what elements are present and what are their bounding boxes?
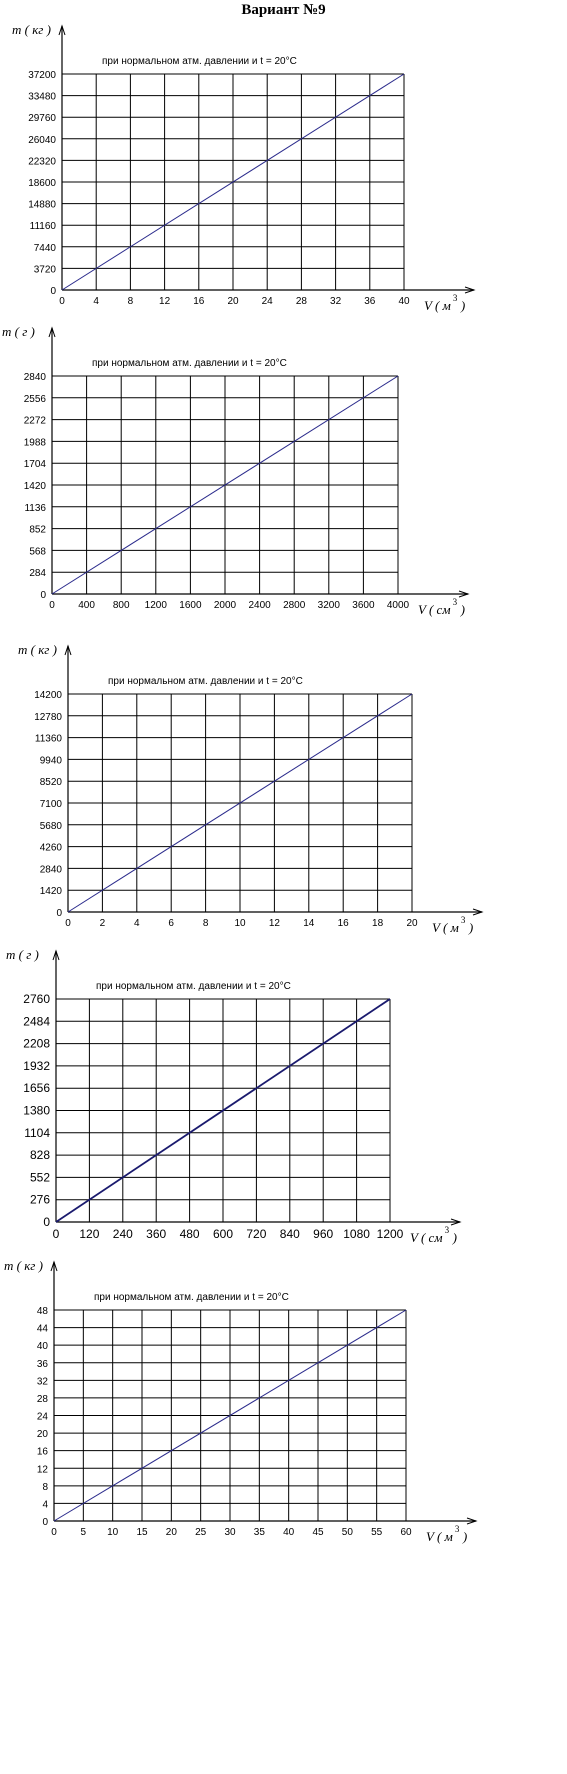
y-tick-label: 24 [36,1411,48,1423]
y-tick-label: 3720 [33,264,56,276]
y-tick-label: 18600 [28,178,56,189]
x-tick-label: 10 [107,1527,119,1538]
chart-3 [18,642,482,935]
y-tick-label: 1988 [23,437,46,449]
y-axis-label: m ( г ) [6,947,39,962]
x-tick-label: 240 [112,1227,133,1241]
x-tick-label: 20 [165,1527,177,1538]
y-tick-label: 37200 [28,70,56,81]
y-tick-label: 5680 [39,820,62,832]
x-tick-label: 5 [80,1527,87,1538]
y-tick-label: 568 [29,546,46,558]
x-tick-label: 25 [195,1527,207,1538]
y-tick-label: 1136 [24,502,46,514]
x-tick-label: 16 [337,918,349,929]
x-axis-unit-superscript: 3 [454,1524,460,1534]
x-axis-label: V ( м [424,298,451,313]
chart-annotation: при нормальном атм. давлении и t = 20°C [108,676,303,687]
chart-1 [12,22,474,313]
y-tick-label: 22320 [28,156,56,168]
x-tick-label: 0 [51,1527,57,1538]
x-tick-label: 4 [134,918,140,929]
y-tick-label: 1380 [23,1103,50,1118]
y-tick-label: 12 [36,1464,48,1476]
x-tick-label: 2000 [213,600,237,611]
x-tick-label: 20 [227,296,239,307]
page-title: Вариант №9 [241,2,326,18]
x-tick-label: 6 [168,918,174,929]
x-tick-label: 480 [179,1227,200,1241]
y-tick-label: 0 [50,286,56,297]
x-axis-label-close: ) [452,1230,457,1245]
x-tick-label: 24 [261,296,273,307]
x-tick-label: 8 [127,296,134,307]
y-tick-label: 11360 [34,733,62,745]
x-tick-label: 28 [295,296,307,307]
y-tick-label: 2484 [23,1014,50,1029]
y-tick-label: 1656 [23,1081,50,1096]
chart-4 [6,947,460,1245]
x-tick-label: 40 [283,1527,295,1538]
x-tick-label: 1600 [179,600,202,611]
x-axis-label-close: ) [460,298,466,313]
x-tick-label: 16 [193,296,205,307]
x-tick-label: 36 [364,296,376,307]
y-tick-label: 29760 [28,113,56,125]
chart-annotation: при нормальном атм. давлении и t = 20°C [102,56,297,67]
chart-5 [4,1258,476,1544]
x-tick-label: 4000 [386,600,410,611]
x-tick-label: 3600 [352,600,375,611]
x-tick-label: 2800 [283,600,306,611]
x-axis-label-close: ) [460,602,465,617]
y-tick-label: 828 [29,1148,50,1163]
y-tick-label: 36 [36,1358,48,1370]
x-axis-label: V ( см [410,1230,443,1245]
x-tick-label: 40 [398,296,410,307]
y-tick-label: 7100 [39,799,62,810]
x-tick-label: 3200 [317,600,340,611]
x-tick-label: 0 [59,296,65,307]
y-tick-label: 20 [36,1429,48,1441]
x-axis-unit-superscript: 3 [452,293,458,303]
y-tick-label: 2556 [23,393,46,405]
x-axis-label-close: ) [462,1529,468,1544]
y-tick-label: 1104 [24,1125,50,1140]
y-tick-label: 1704 [23,459,46,471]
x-axis-unit-superscript: 3 [444,1225,450,1235]
y-tick-label: 284 [29,568,46,580]
x-tick-label: 35 [253,1527,265,1538]
x-tick-label: 1200 [144,600,167,611]
x-axis-label-close: ) [468,920,474,935]
y-tick-label: 2208 [23,1036,50,1051]
x-tick-label: 120 [79,1227,100,1241]
y-tick-label: 0 [42,1517,48,1528]
x-tick-label: 2 [99,918,106,929]
x-tick-label: 600 [212,1227,234,1241]
x-axis-label: V ( см [418,602,451,617]
x-tick-label: 4 [93,296,99,307]
y-tick-label: 26040 [28,134,56,146]
x-tick-label: 60 [400,1527,412,1538]
x-tick-label: 30 [224,1527,236,1538]
x-tick-label: 50 [341,1527,353,1538]
x-tick-label: 2400 [248,600,271,611]
y-tick-label: 2840 [39,864,62,876]
y-tick-label: 11160 [29,221,56,233]
y-tick-label: 14880 [28,199,56,211]
y-tick-label: 9940 [39,755,62,767]
y-tick-label: 852 [29,524,46,536]
x-tick-label: 720 [246,1227,267,1241]
x-tick-label: 840 [279,1227,300,1241]
x-tick-label: 55 [371,1527,383,1538]
y-tick-label: 276 [29,1192,50,1207]
x-tick-label: 800 [112,600,130,611]
x-tick-label: 15 [136,1527,148,1538]
y-tick-label: 12780 [34,711,62,723]
x-tick-label: 12 [159,296,171,307]
y-tick-label: 1420 [23,481,46,492]
x-tick-label: 1080 [343,1227,370,1241]
x-axis-label: V ( м [426,1529,453,1544]
y-tick-label: 0 [43,1215,50,1229]
x-tick-label: 400 [78,600,95,611]
y-tick-label: 8520 [39,777,62,789]
y-tick-label: 28 [36,1393,48,1405]
y-tick-label: 4 [42,1499,48,1511]
y-tick-label: 44 [36,1323,48,1335]
y-tick-label: 2272 [23,415,46,427]
x-tick-label: 45 [312,1527,324,1538]
y-tick-label: 0 [40,590,46,601]
x-tick-label: 14 [303,918,315,929]
x-tick-label: 1200 [376,1227,404,1241]
y-axis-label: m ( кг ) [4,1258,43,1273]
x-tick-label: 360 [146,1227,167,1241]
x-tick-label: 0 [65,918,71,929]
y-tick-label: 2760 [23,992,50,1006]
y-tick-label: 33480 [28,91,56,103]
y-tick-label: 8 [42,1481,48,1493]
x-tick-label: 20 [406,918,418,929]
x-tick-label: 10 [234,918,246,929]
y-tick-label: 1420 [39,886,62,898]
x-axis-unit-superscript: 3 [452,597,458,607]
chart-annotation: при нормальном атм. давлении и t = 20°C [92,358,287,369]
y-axis-label: m ( г ) [2,324,35,339]
x-tick-label: 960 [313,1227,334,1241]
y-tick-label: 4260 [39,842,62,854]
x-axis-unit-superscript: 3 [460,915,466,925]
y-axis-label: m ( кг ) [12,22,51,37]
chart-2 [2,324,468,617]
x-tick-label: 0 [49,600,55,611]
y-tick-label: 0 [56,908,62,919]
y-tick-label: 7440 [33,242,56,254]
x-tick-label: 32 [330,296,342,307]
x-tick-label: 0 [52,1227,60,1241]
x-axis-label: V ( м [432,920,459,935]
chart-annotation: при нормальном атм. давлении и t = 20°C [94,1292,289,1303]
y-tick-label: 40 [36,1341,48,1353]
y-tick-label: 1932 [23,1058,50,1073]
x-tick-label: 18 [372,918,384,929]
chart-annotation: при нормальном атм. давлении и t = 20°C [96,981,291,992]
y-tick-label: 14200 [34,690,62,701]
y-tick-label: 2840 [23,372,46,383]
y-tick-label: 48 [36,1306,48,1317]
y-tick-label: 32 [36,1376,48,1388]
x-tick-label: 8 [202,918,209,929]
y-tick-label: 16 [36,1446,48,1458]
y-axis-label: m ( кг ) [18,642,57,657]
x-tick-label: 12 [268,918,280,929]
y-tick-label: 552 [29,1170,50,1185]
